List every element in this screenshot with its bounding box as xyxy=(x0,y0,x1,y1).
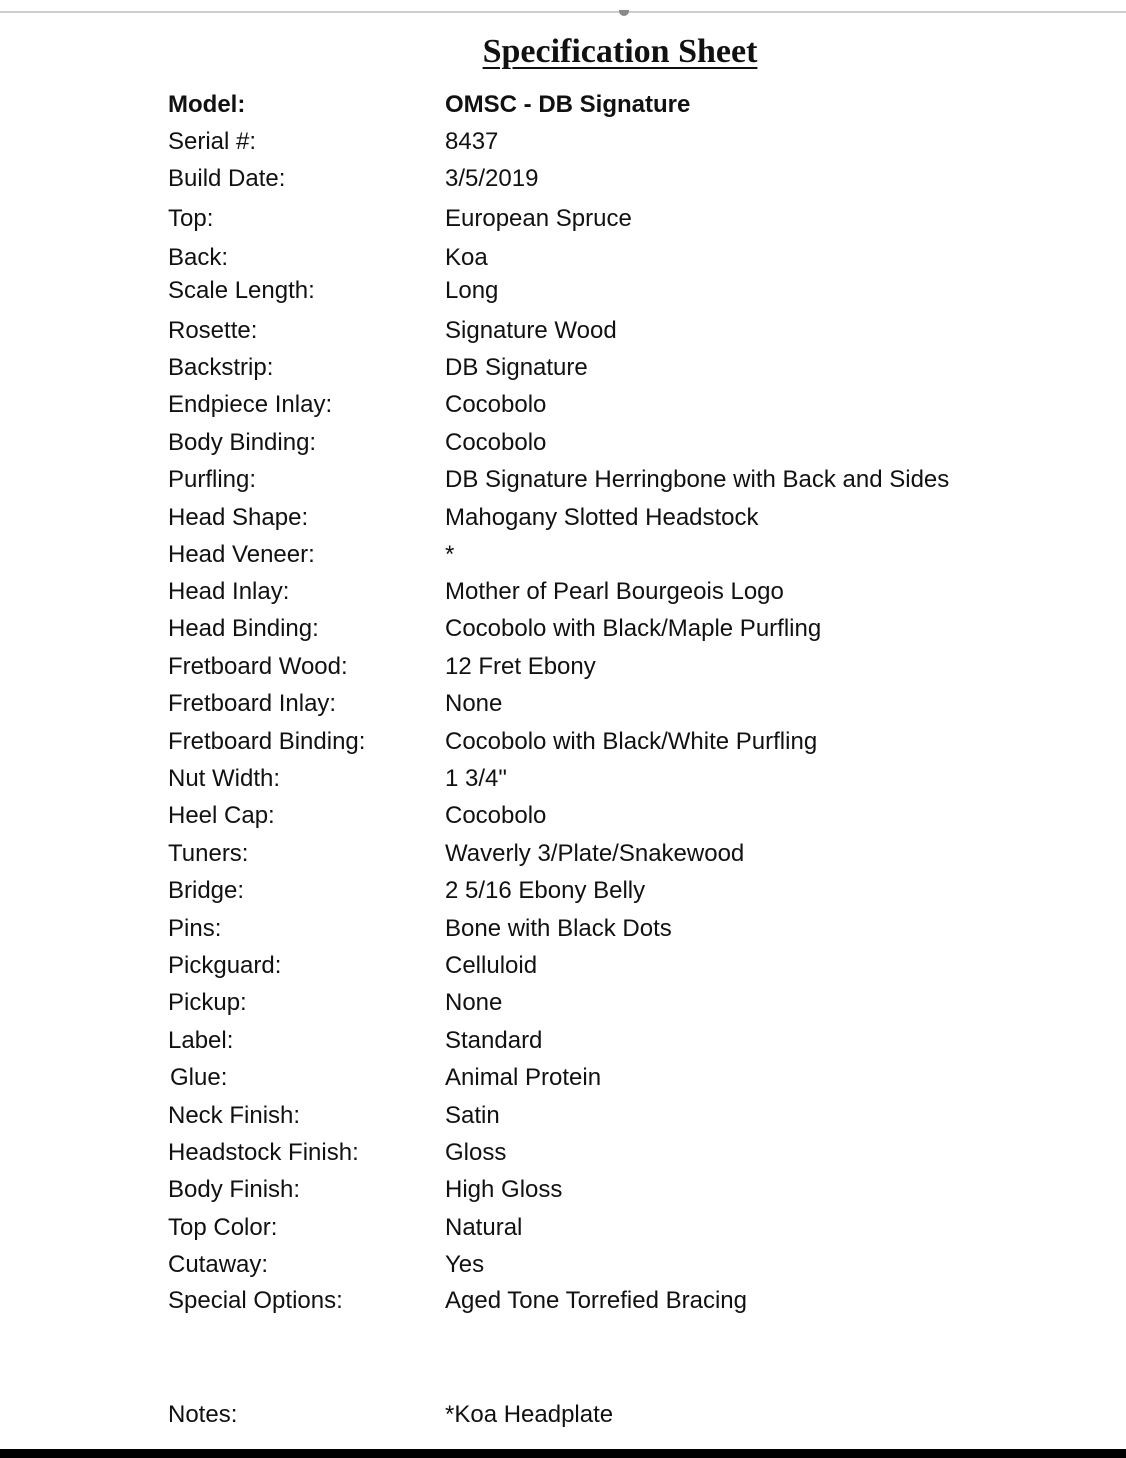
spec-label: Serial #: xyxy=(168,128,257,155)
spec-value: Cocobolo xyxy=(445,429,547,456)
spec-row-heel-cap xyxy=(0,799,1126,833)
spec-row-backstrip xyxy=(0,351,1126,385)
spec-value: Waverly 3/Plate/Snakewood xyxy=(445,840,745,867)
spec-value: Bone with Black Dots xyxy=(445,915,672,942)
spec-row-purfling xyxy=(0,463,1126,497)
spec-row-pins xyxy=(0,912,1126,946)
spec-row-fretboard-binding xyxy=(0,725,1126,759)
spec-value: 1 3/4" xyxy=(445,765,507,792)
spec-row-top xyxy=(0,202,1126,236)
spec-row-endpiece-inlay xyxy=(0,388,1126,422)
spec-label: Heel Cap: xyxy=(168,802,275,829)
spec-label: Special Options: xyxy=(168,1287,343,1314)
spec-value: DB Signature Herringbone with Back and Sides xyxy=(445,466,950,493)
spec-label: Model: xyxy=(168,91,246,118)
spec-label: Purfling: xyxy=(168,466,257,493)
spec-row-scale-length xyxy=(0,274,1126,308)
spec-label: Top Color: xyxy=(168,1214,278,1241)
spec-label: Nut Width: xyxy=(168,765,281,792)
spec-label: Pickup: xyxy=(168,989,247,1016)
spec-value: Cocobolo with Black/Maple Purfling xyxy=(445,615,822,642)
spec-row-glue xyxy=(0,1061,1126,1095)
spec-label: Cutaway: xyxy=(168,1251,269,1278)
bottom-bar xyxy=(0,1449,1126,1458)
spec-label: Head Veneer: xyxy=(168,541,315,568)
spec-value: Cocobolo xyxy=(445,802,547,829)
spec-value: Natural xyxy=(445,1214,523,1241)
top-rule xyxy=(0,11,1126,13)
spec-value: High Gloss xyxy=(445,1176,563,1203)
spec-row-nut-width xyxy=(0,762,1126,796)
spec-value: None xyxy=(445,989,503,1016)
spec-row-cutaway xyxy=(0,1248,1126,1282)
spec-label: Rosette: xyxy=(168,317,258,344)
spec-value: Yes xyxy=(445,1251,485,1278)
notes-label: Notes: xyxy=(168,1401,238,1428)
spec-row-fretboard-wood xyxy=(0,650,1126,684)
spec-label: Body Binding: xyxy=(168,429,317,456)
spec-row-pickguard xyxy=(0,949,1126,983)
spec-row-headstock-finish xyxy=(0,1136,1126,1170)
spec-label: Fretboard Wood: xyxy=(168,653,348,680)
spec-row-label xyxy=(0,1024,1126,1058)
spec-label: Head Shape: xyxy=(168,504,309,531)
spec-value: Koa xyxy=(445,244,488,271)
spec-label: Pins: xyxy=(168,915,222,942)
spec-label: Build Date: xyxy=(168,165,286,192)
notes-value: *Koa Headplate xyxy=(445,1401,614,1428)
spec-row-pickup xyxy=(0,986,1126,1020)
page-title: Specification Sheet xyxy=(482,33,758,70)
spec-label: Pickguard: xyxy=(168,952,282,979)
spec-row-model xyxy=(0,88,1126,122)
spec-value: 2 5/16 Ebony Belly xyxy=(445,877,646,904)
spec-label: Back: xyxy=(168,244,229,271)
spec-value: Standard xyxy=(445,1027,543,1054)
spec-row-build-date xyxy=(0,162,1126,196)
spec-label: Scale Length: xyxy=(168,277,315,304)
spec-row-head-binding xyxy=(0,612,1126,646)
spec-label: Head Inlay: xyxy=(168,578,290,605)
spec-row-rosette xyxy=(0,314,1126,348)
spec-row-body-binding xyxy=(0,426,1126,460)
spec-row-head-veneer xyxy=(0,538,1126,572)
spec-value: Cocobolo with Black/White Purfling xyxy=(445,728,818,755)
spec-row-back xyxy=(0,241,1126,275)
spec-value: OMSC - DB Signature xyxy=(445,91,691,118)
spec-label: Glue: xyxy=(170,1064,228,1091)
spec-row-head-shape xyxy=(0,501,1126,535)
spec-label: Endpiece Inlay: xyxy=(168,391,333,418)
spec-label: Fretboard Inlay: xyxy=(168,690,337,717)
spec-value: None xyxy=(445,690,503,717)
spec-label: Tuners: xyxy=(168,840,249,867)
spec-value: 12 Fret Ebony xyxy=(445,653,596,680)
spec-value: Mahogany Slotted Headstock xyxy=(445,504,759,531)
spec-value: Animal Protein xyxy=(445,1064,602,1091)
spec-row-bridge xyxy=(0,874,1126,908)
spec-value: Signature Wood xyxy=(445,317,617,344)
top-notch-mark xyxy=(619,10,629,16)
spec-label: Neck Finish: xyxy=(168,1102,301,1129)
spec-value: 3/5/2019 xyxy=(445,165,539,192)
spec-label: Headstock Finish: xyxy=(168,1139,359,1166)
spec-value: European Spruce xyxy=(445,205,632,232)
notes-row xyxy=(0,1398,1126,1432)
spec-value: Long xyxy=(445,277,499,304)
spec-value: Celluloid xyxy=(445,952,538,979)
spec-value: Cocobolo xyxy=(445,391,547,418)
spec-value: Aged Tone Torrefied Bracing xyxy=(445,1287,747,1314)
spec-label: Head Binding: xyxy=(168,615,319,642)
spec-value: DB Signature xyxy=(445,354,588,381)
spec-value: Gloss xyxy=(445,1139,507,1166)
spec-row-body-finish xyxy=(0,1173,1126,1207)
spec-row-top-color xyxy=(0,1211,1126,1245)
spec-value: * xyxy=(445,541,455,568)
spec-label: Backstrip: xyxy=(168,354,274,381)
spec-row-tuners xyxy=(0,837,1126,871)
spec-row-serial xyxy=(0,125,1126,159)
spec-label: Label: xyxy=(168,1027,234,1054)
spec-row-fretboard-inlay xyxy=(0,687,1126,721)
spec-label: Fretboard Binding: xyxy=(168,728,366,755)
spec-label: Body Finish: xyxy=(168,1176,301,1203)
spec-label: Top: xyxy=(168,205,214,232)
spec-row-special-options xyxy=(0,1284,1126,1318)
spec-value: 8437 xyxy=(445,128,499,155)
spec-row-neck-finish xyxy=(0,1099,1126,1133)
spec-label: Bridge: xyxy=(168,877,245,904)
spec-value: Mother of Pearl Bourgeois Logo xyxy=(445,578,784,605)
spec-value: Satin xyxy=(445,1102,500,1129)
spec-row-head-inlay xyxy=(0,575,1126,609)
